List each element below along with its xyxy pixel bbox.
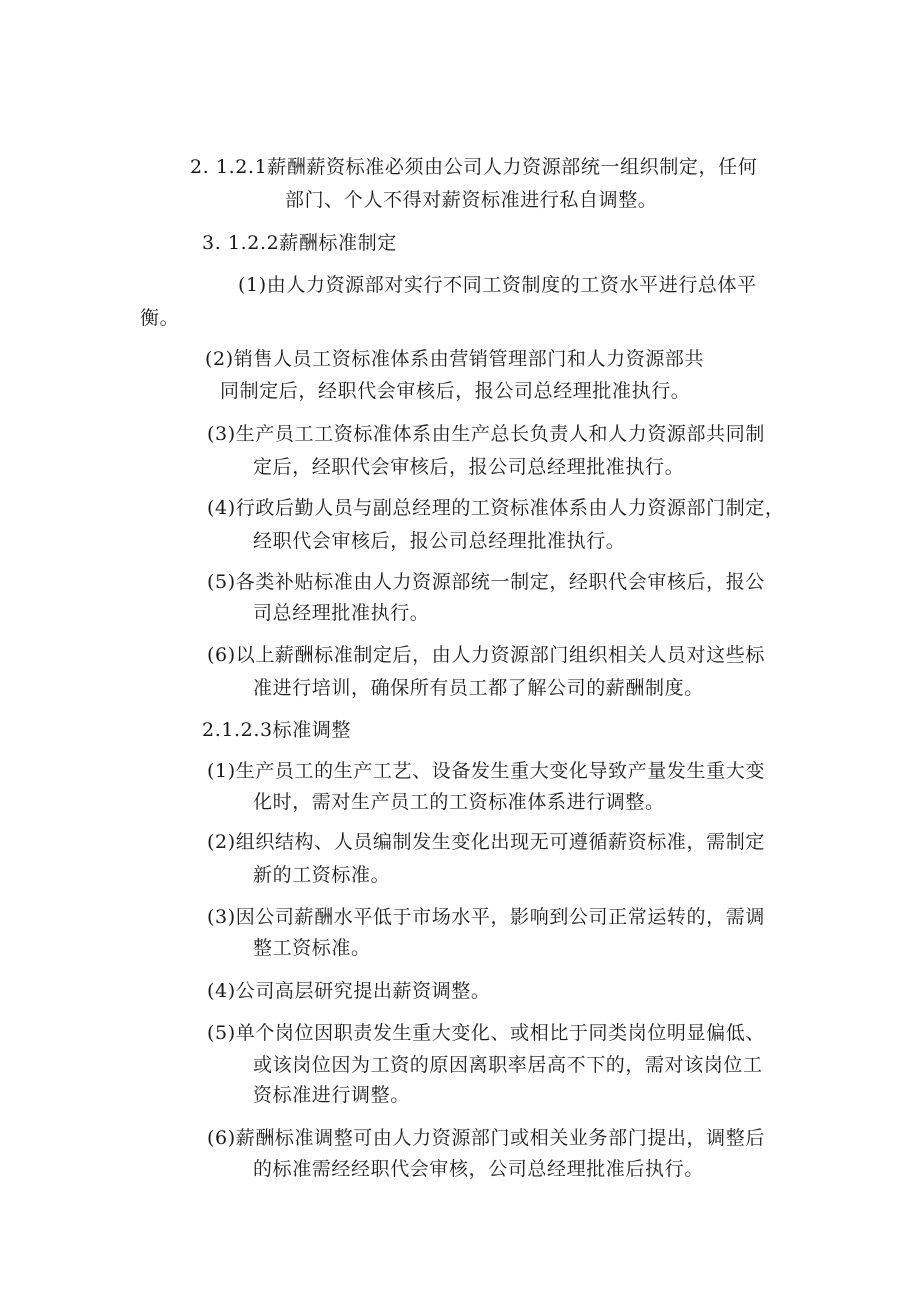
setting-item-1-line2: 衡。 <box>140 307 180 329</box>
setting-item-1-line1: (1)由人力资源部对实行不同工资制度的工资水平进行总体平 <box>238 274 757 296</box>
setting-item-4-line2: 经职代会审核后，报公司总经理批准执行。 <box>253 530 626 552</box>
adjust-item-5-line3: 资标准进行调整。 <box>253 1084 410 1106</box>
clause-2-1-2-1-line1: 2. 1.2.1薪酬薪资标准必须由公司人力资源部统一组织制定，任何 <box>190 156 758 178</box>
setting-item-5-line1: (5)各类补贴标准由人力资源部统一制定，经职代会审核后，报公 <box>207 571 765 593</box>
setting-item-3-line1: (3)生产员工工资标准体系由生产总长负责人和人力资源部共同制 <box>207 423 765 445</box>
adjust-item-3-line1: (3)因公司薪酬水平低于市场水平，影响到公司正常运转的，需调 <box>207 906 765 928</box>
section-heading-standard-adjustment: 2.1.2.3标准调整 <box>202 719 352 741</box>
setting-item-2-line1: (2)销售人员工资标准体系由营销管理部门和人力资源部共 <box>205 348 705 370</box>
section-heading-salary-standard-setting: 3. 1.2.2薪酬标准制定 <box>202 232 397 254</box>
adjust-item-4-line1: (4)公司高层研究提出薪资调整。 <box>207 980 491 1002</box>
setting-item-5-line2: 司总经理批准执行。 <box>253 602 430 624</box>
adjust-item-2-line1: (2)组织结构、人员编制发生变化出现无可遵循薪资标准，需制定 <box>207 831 765 853</box>
setting-item-3-line2: 定后，经职代会审核后，报公司总经理批准执行。 <box>253 456 685 478</box>
adjust-item-5-line1: (5)单个岗位因职责发生重大变化、或相比于同类岗位明显偏低、 <box>207 1022 765 1044</box>
setting-item-4-line1: (4)行政后勤人员与副总经理的工资标准体系由人力资源部门制定， <box>207 497 785 519</box>
adjust-item-5-line2: 或该岗位因为工资的原因离职率居高不下的，需对该岗位工 <box>253 1054 763 1076</box>
clause-2-1-2-1-line2: 部门、个人不得对薪资标准进行私自调整。 <box>285 189 658 211</box>
adjust-item-1-line2: 化时，需对生产员工的工资标准体系进行调整。 <box>253 791 665 813</box>
adjust-item-3-line2: 整工资标准。 <box>253 937 371 959</box>
adjust-item-2-line2: 新的工资标准。 <box>253 864 391 886</box>
adjust-item-6-line2: 的标准需经经职代会审核，公司总经理批准后执行。 <box>253 1158 704 1180</box>
adjust-item-6-line1: (6)薪酬标准调整可由人力资源部门或相关业务部门提出，调整后 <box>207 1127 765 1149</box>
setting-item-6-line1: (6)以上薪酬标准制定后，由人力资源部门组织相关人员对这些标 <box>207 644 765 666</box>
setting-item-6-line2: 准进行培训，确保所有员工都了解公司的薪酬制度。 <box>253 677 704 699</box>
setting-item-2-line2: 同制定后，经职代会审核后，报公司总经理批准执行。 <box>220 380 691 402</box>
adjust-item-1-line1: (1)生产员工的生产工艺、设备发生重大变化导致产量发生重大变 <box>207 760 765 782</box>
